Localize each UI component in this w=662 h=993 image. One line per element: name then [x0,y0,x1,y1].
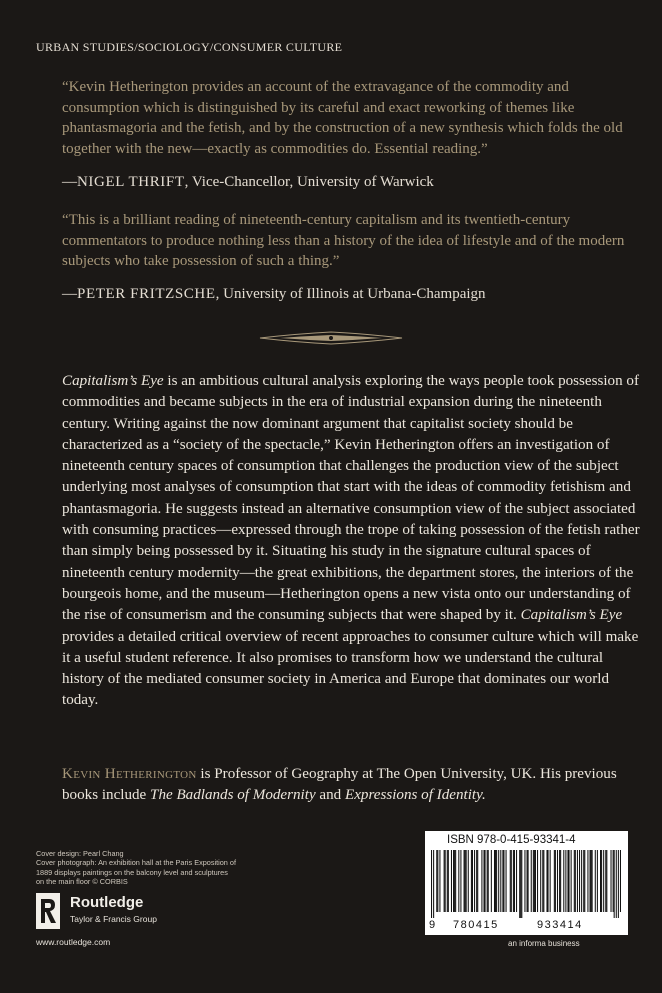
barcode-bar [606,850,607,912]
barcode-bar [577,850,578,912]
barcode-bar [511,850,512,912]
barcode-bar [616,850,617,918]
barcode-bar [614,850,615,918]
barcode-bar [516,850,517,912]
publisher-name: Routledge [70,894,144,911]
barcode-bar [503,850,504,912]
barcode-bar [485,850,486,912]
barcode-bar [613,850,614,912]
barcode-bar [455,850,456,912]
routledge-r-icon [36,893,60,929]
barcode-bar [491,850,492,912]
barcode-bar [487,850,488,912]
barcode-bar [534,850,535,912]
barcode-bar [605,850,606,912]
barcode-bar [454,850,455,912]
barcode-bar [500,850,501,912]
barcode-bar [575,850,576,912]
barcode-bar [464,850,465,912]
attribution-dash: — [62,286,77,302]
barcode-bar [465,850,466,912]
barcode-bar [437,850,438,912]
barcode-bar [574,850,575,912]
barcode-digits-left: 780415 [453,919,499,931]
barcode-bar [519,850,520,918]
barcode-bar [496,850,497,912]
barcode-bar [540,850,541,912]
barcode-bar [514,850,515,912]
author-name: Kevin Hetherington [62,766,197,782]
barcode-bar [528,850,529,912]
barcode-bar [546,850,547,912]
endorser-name: NIGEL THRIFT [77,174,185,190]
description-text: is an ambitious cultural analysis exploring the ways people took possession of commodities and became subjects in the era of industrial expansion during the nineteenth century. Writing against the now dominant argument that capitalist society should be characterized as a “society of the spectacle,” Kevin Hetherington offers an investigation of nineteenth century spaces of consumption that challenges the production view of the subject underlying most analyses of consumption that start with the ideas of commodity fetishism and phantasmagoria. He suggests instead an alternative consumption view of the subject associated with consuming practices—expressed through the trope of taking possession of the fetish rather than simply being possessed by it. Situating his study in the signature cultural spaces of nineteenth century modernity—the great exhibitions, the department stores, the interiors of the bourgeois home, and the museum—Hetherington opens a new vista onto our understanding of the rise of consumerism and the consuming subjects that were shaped by it. [62,373,640,624]
endorser-affiliation: , University of Illinois at Urbana-Champaign [215,286,486,302]
barcode-bar [513,850,514,912]
barcode-bar [451,850,452,912]
barcode-bar [537,850,538,912]
barcode-bar [567,850,568,912]
barcode-bar [448,850,449,912]
barcode-bar [468,850,469,912]
previous-book: The Badlands of Modernity [150,787,316,804]
barcode-bar [550,850,551,912]
barcode-bar [571,850,572,912]
barcode-bar [600,850,601,912]
barcode-bar [524,850,525,912]
cover-credits [36,849,236,887]
barcode-bar [474,850,475,912]
barcode-bar [521,850,522,918]
author-bio [62,764,642,807]
description-text: provides a detailed critical overview of recent approaches to consumer culture which will make it a useful student reference. It also promises to transform how we understand the cultural history of the mediated consumer society in America and Europe that dominates our world today. [62,628,639,709]
endorser-affiliation: , Vice-Chancellor, University of Warwick [184,174,434,190]
barcode-bar [466,850,467,912]
publisher-url: www.routledge.com [36,937,111,947]
barcode-bar [618,850,619,918]
barcode-digit-prefix: 9 [429,919,436,931]
barcode-bar [483,850,484,912]
barcode-bar [494,850,495,912]
endorsement-quote-1: “Kevin Hetherington provides an account of the extravagance of the commodity and consumption which is distinguished by its careful and exact reworking of themes like phantasmagoria and the fetish, and by the construction of a new synthesis which folds the old together with the new—exactly as commodities do. Essential reading.” [62,79,623,157]
barcode-bar [587,850,588,912]
barcode-bar [620,850,621,912]
barcode-bar [527,850,528,912]
barcode-bar [603,850,604,912]
barcode-bar [520,850,521,918]
endorsement-attribution-2 [62,286,486,303]
barcode-bar [476,850,477,912]
barcode-bar [579,850,580,912]
barcode-bar [569,850,570,912]
barcode-bar [554,850,555,912]
barcode-bar [597,850,598,912]
publisher-group: Taylor & Francis Group [70,914,157,924]
endorser-name: PETER FRITZSCHE [77,286,216,302]
barcode-bar [583,850,584,912]
barcode-bar [535,850,536,912]
barcode-bar [533,850,534,912]
bio-text: is Professor of Geography at The Open University, UK. His previous books include [62,766,617,804]
barcode-bar [506,850,507,912]
barcode-bar [472,850,473,912]
barcode-bar [591,850,592,912]
barcode-bar [510,850,511,912]
ornament-divider-icon [258,331,404,345]
previous-book: Expressions of Identity. [345,787,486,804]
barcode-bar [502,850,503,912]
barcode-bar [560,850,561,912]
barcode-bar [488,850,489,912]
bio-text: and [315,787,345,804]
attribution-dash: — [62,174,77,190]
book-title: Capitalism’s Eye [520,607,623,624]
barcode-bar [477,850,478,912]
barcode-bar [548,850,549,912]
barcode-bar [431,850,432,918]
barcode-bar [458,850,459,912]
barcode-bar [531,850,532,912]
isbn-label: ISBN 978-0-415-93341-4 [447,834,576,846]
barcode-bar [445,850,446,912]
barcode-icon [431,850,621,918]
category-label: URBAN STUDIES/SOCIOLOGY/CONSUMER CULTURE [36,40,343,54]
barcode-bar [557,850,558,912]
barcode-bar [581,850,582,912]
barcode-bar [460,850,461,912]
barcode-bar [439,850,440,912]
endorsement-attribution-1 [62,174,434,191]
barcode-bar [453,850,454,912]
cover-design-credit: Cover design: Pearl Chang [36,849,124,858]
barcode-bar [559,850,560,912]
endorsement-quote-2: “This is a brilliant reading of nineteenth-century capitalism and its twentieth-century commentators to produce nothing less than a history of the idea of lifestyle and of the modern subjects who take possession of such a thing.” [62,212,625,269]
barcode-bar [611,850,612,912]
barcode-bar [565,850,566,912]
barcode-bar [590,850,591,912]
barcode-bar [444,850,445,912]
barcode-bar [471,850,472,912]
barcode-bar [592,850,593,912]
barcode-bar [584,850,585,912]
book-title: Capitalism’s Eye [62,373,164,389]
barcode-bar [595,850,596,912]
barcode-bar [498,850,499,912]
barcode-bar [433,850,434,918]
barcode-bar [601,850,602,912]
cover-photo-credit: Cover photograph: An exhibition hall at the Paris Exposition of 1889 displays paintings on the balcony level and sculptures on the main floor © CORBIS [36,858,236,887]
barcode-panel [425,831,628,935]
barcode-bar [495,850,496,912]
barcode-bar [555,850,556,912]
book-description [62,371,642,712]
informa-tagline: an informa business [508,939,580,948]
barcode-bar [447,850,448,912]
barcode-bar [436,850,437,912]
barcode-digits-right: 933414 [537,919,583,931]
barcode-bar [481,850,482,912]
barcode-bar [542,850,543,912]
barcode-bar [563,850,564,912]
barcode-bar [543,850,544,912]
